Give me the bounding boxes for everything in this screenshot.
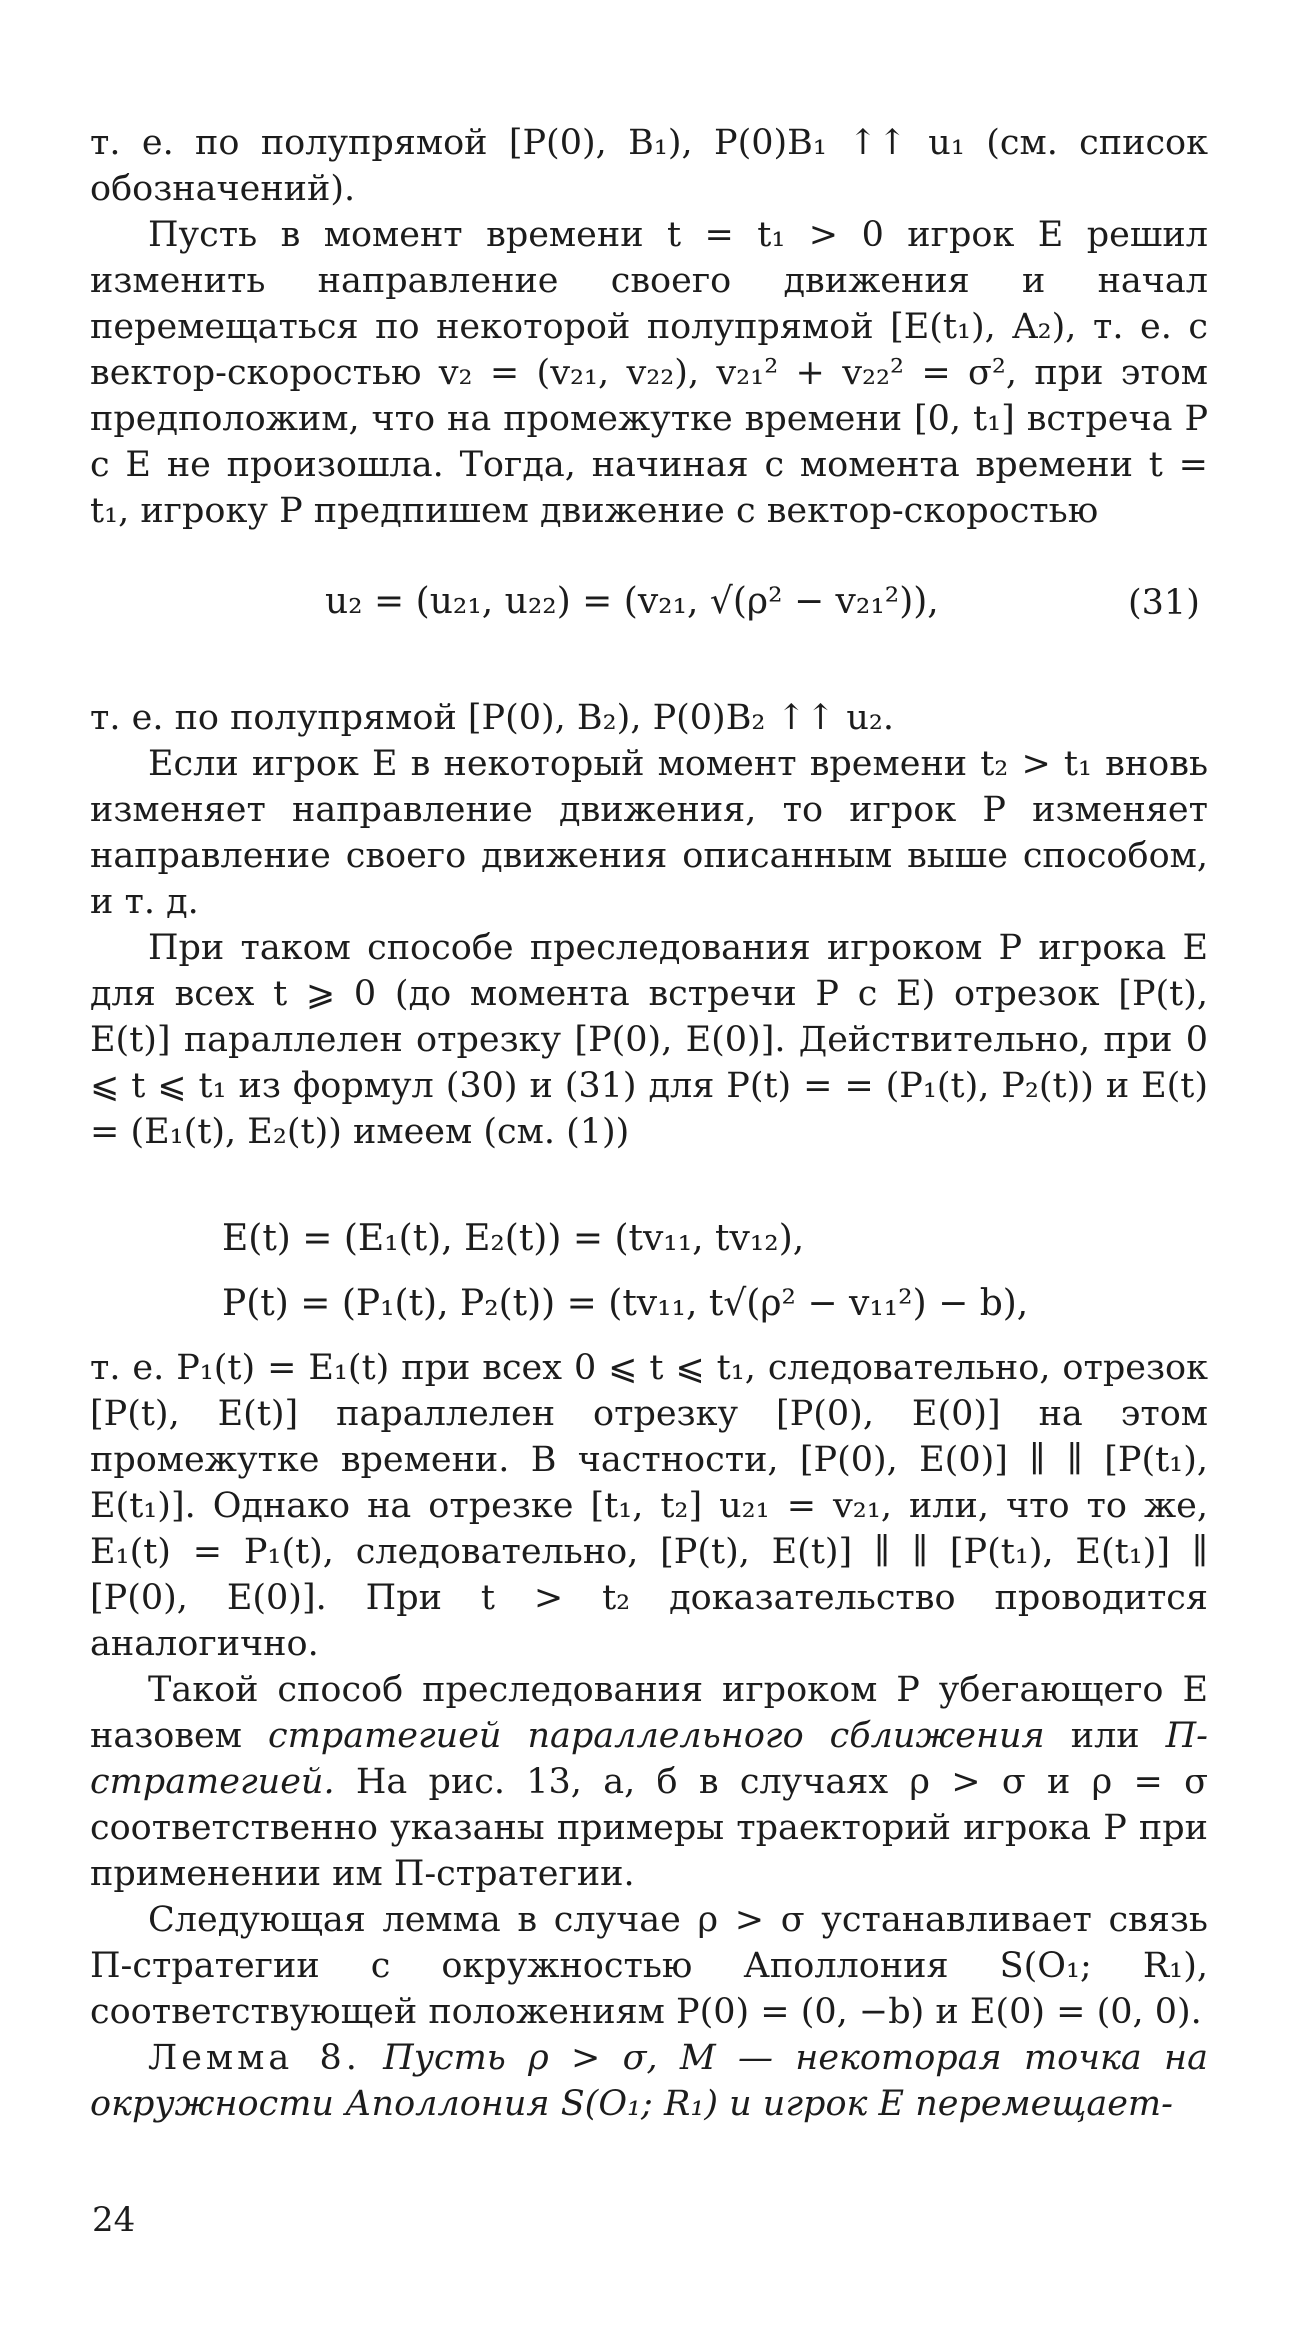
equation-E: E(t) = (E₁(t), E₂(t)) = (tv₁₁, tv₁₂), — [222, 1218, 805, 1259]
text-block-bottom — [90, 1345, 1208, 2127]
paragraph-9 — [90, 2035, 1208, 2127]
paragraph-1: т. е. по полупрямой [P(0), B₁), P(0)B₁ ↑↑ u₁ (см. список обозначений). — [90, 123, 1208, 209]
term-parallel-approach: стратегией параллельного сближения — [268, 1716, 1045, 1756]
paragraph-8: Следующая лемма в случае ρ > σ устанавливает связь П-стратегии с окружностью Аполлония S(O₁; R₁), соответствующей положениям P(0) = (0, −b) и E(0) = (0, 0). — [90, 1900, 1208, 2032]
term-p-strategy: П-стратегией. — [90, 1716, 1209, 1802]
paragraph-7-end: На рис. 13, а, б в случаях ρ > σ и ρ = σ соответственно указаны примеры траекторий игрока P при применении им П-стратегии. — [90, 1762, 1208, 1894]
paragraph-7-or: или — [1044, 1716, 1166, 1756]
equation-31: u₂ = (u₂₁, u₂₂) = (v₂₁, √(ρ² − v₂₁²)), — [325, 581, 939, 622]
paragraph-7 — [90, 1667, 1208, 1897]
paragraph-6: т. е. P₁(t) = E₁(t) при всех 0 ⩽ t ⩽ t₁, следовательно, отрезок [P(t), E(t)] параллелен отрезку [P(0), E(0)] на этом промежутке времени. В частности, [P(0), E(0)] ∥ ∥ [P(t₁), E(t₁)]. Однако на отрезке [t₁, t₂] u₂₁ = v₂₁, или, что то же, E₁(t) = P₁(t), следовательно, [P(t), E(t)] ∥ ∥ [P(t₁), E(t₁)] ∥ [P(0), E(0)]. При t > t₂ доказательство проводится аналогично. — [90, 1348, 1208, 1664]
page-number: 24 — [92, 2200, 136, 2240]
equation-number-31: (31) — [1128, 583, 1200, 623]
text-block-middle — [90, 695, 1208, 1155]
lemma-statement: Пусть ρ > σ, M — некоторая точка на окружности Аполлония S(O₁; R₁) и игрок E перемещает- — [90, 2038, 1208, 2124]
paragraph-7-start: Такой способ преследования игроком P убегающего E назовем — [90, 1670, 1208, 1756]
paragraph-4: Если игрок E в некоторый момент времени t₂ > t₁ вновь изменяет направление движения, то игрок P изменяет направление своего движения описанным выше способом, и т. д. — [90, 744, 1208, 922]
paragraph-2: Пусть в момент времени t = t₁ > 0 игрок E решил изменить направление своего движения и начал перемещаться по некоторой полупрямой [E(t₁), A₂), т. е. с вектор-скоростью v₂ = (v₂₁, v₂₂), v₂₁² + v₂₂² = σ², при этом предположим, что на промежутке времени [0, t₁] встреча P с E не произошла. Тогда, начиная с момента времени t = t₁, игроку P предпишем движение с вектор-скоростью — [90, 215, 1208, 531]
text-block-top — [90, 120, 1208, 534]
paragraph-5: При таком способе преследования игроком P игрока E для всех t ⩾ 0 (до момента встречи P с E) отрезок [P(t), E(t)] параллелен отрезку [P(0), E(0)]. Действительно, при 0 ⩽ t ⩽ t₁ из формул (30) и (31) для P(t) = = (P₁(t), P₂(t)) и E(t) = (E₁(t), E₂(t)) имеем (см. (1)) — [90, 928, 1208, 1152]
paragraph-3: т. е. по полупрямой [P(0), B₂), P(0)B₂ ↑↑ u₂. — [90, 698, 895, 738]
equation-P: P(t) = (P₁(t), P₂(t)) = (tv₁₁, t√(ρ² − v₁₁²) − b), — [222, 1283, 1029, 1324]
lemma-label: Лемма 8. — [148, 2038, 361, 2078]
